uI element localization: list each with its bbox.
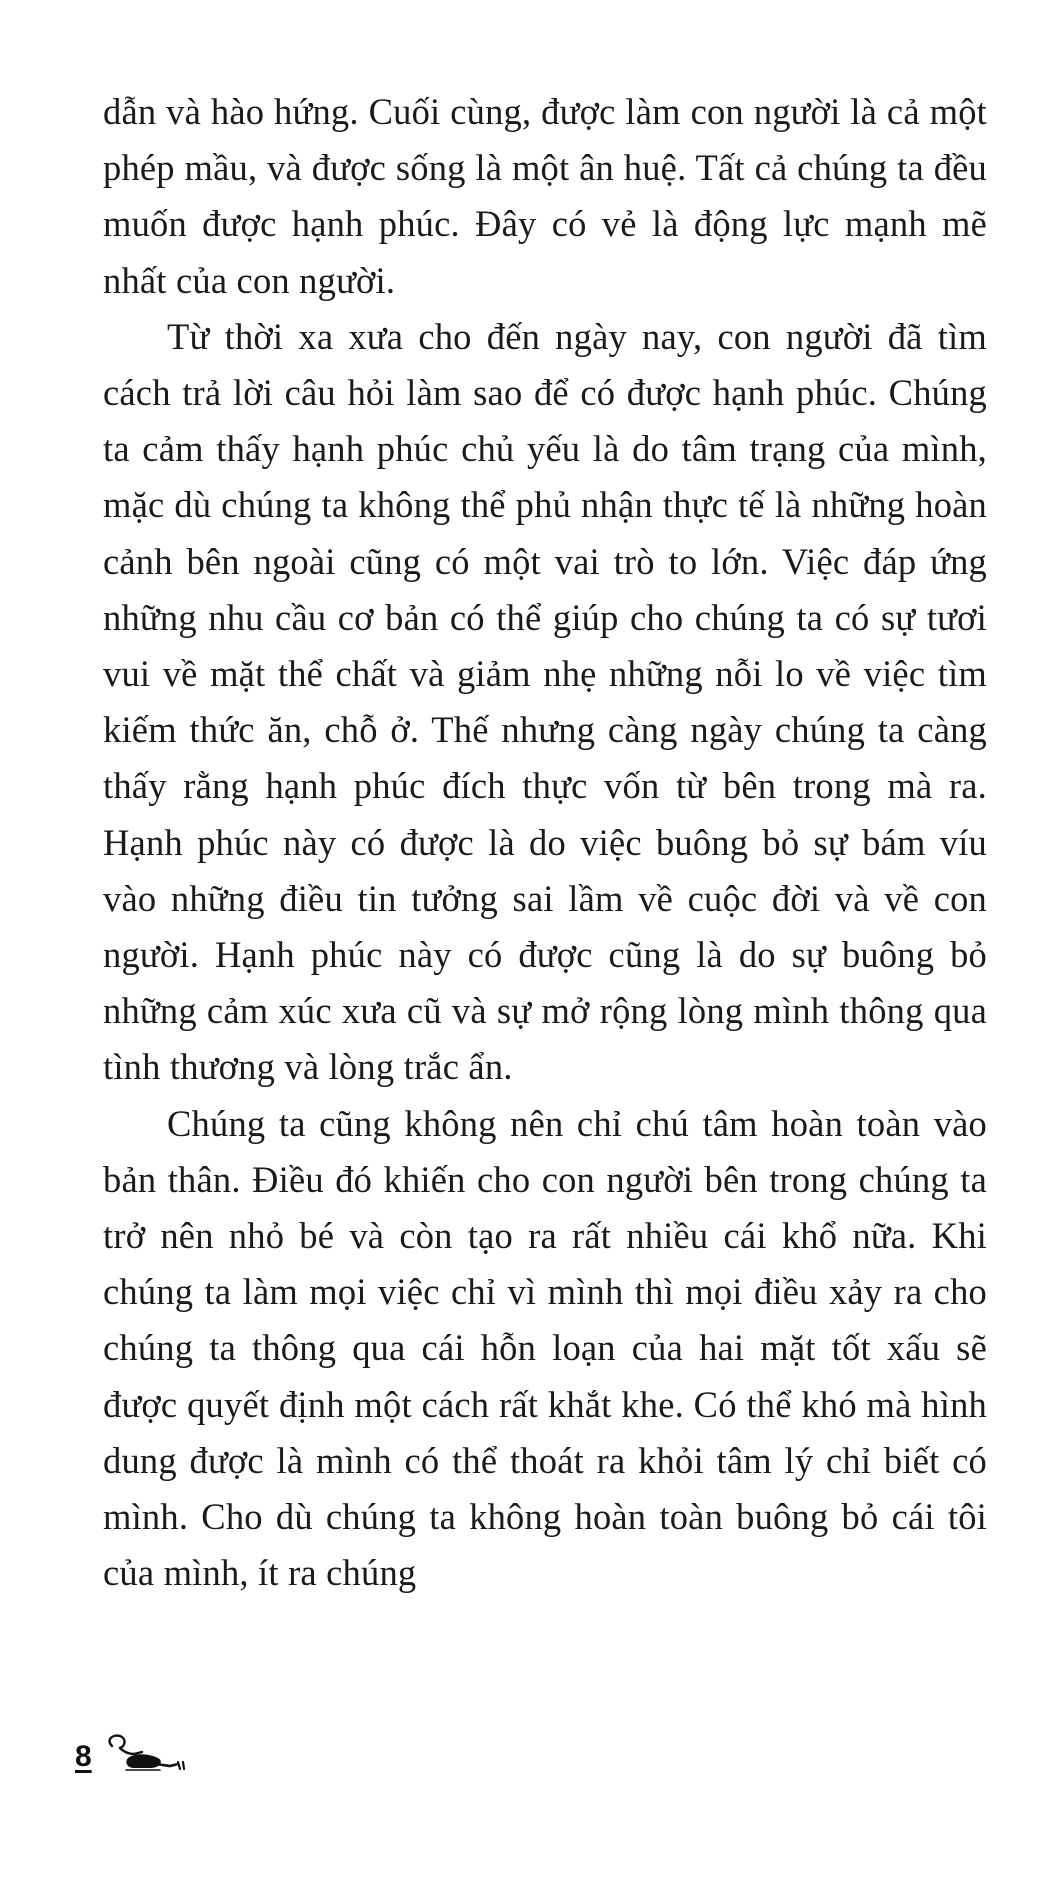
page-footer [75,1722,186,1772]
page-number: 8 [75,1740,92,1773]
body-text [103,84,987,1601]
paragraph-3: Chúng ta cũng không nên chỉ chú tâm hoàn toàn vào bản thân. Điều đó khiến cho con người bên trong chúng ta trở nên nhỏ bé và còn tạo ra rất nhiều cái khổ nữa. Khi chúng ta làm mọi việc chỉ vì mình thì mọi điều xảy ra cho chúng ta thông qua cái hỗn loạn của hai mặt tốt xấu sẽ được quyết định một cách rất khắt khe. Có thể khó mà hình dung được là mình có thể thoát ra khỏi tâm lý chỉ biết có mình. Cho dù chúng ta không hoàn toàn buông bỏ cái tôi của mình, ít ra chúng [103,1102,987,1594]
paragraph-1: dẫn và hào hứng. Cuối cùng, được làm con người là cả một phép mầu, và được sống là một ân huệ. Tất cả chúng ta đều muốn được hạnh phúc. Đây có vẻ là động lực mạnh mẽ nhất của con người. [103,91,987,301]
reclining-figure-icon [98,1728,186,1772]
paragraph-2: Từ thời xa xưa cho đến ngày nay, con người đã tìm cách trả lời câu hỏi làm sao để có được hạnh phúc. Chúng ta cảm thấy hạnh phúc chủ yếu là do tâm trạng của mình, mặc dù chúng ta không thể phủ nhận thực tế là những hoàn cảnh bên ngoài cũng có một vai trò to lớn. Việc đáp ứng những nhu cầu cơ bản có thể giúp cho chúng ta có sự tươi vui về mặt thể chất và giảm nhẹ những nỗi lo về việc tìm kiếm thức ăn, chỗ ở. Thế nhưng càng ngày chúng ta càng thấy rằng hạnh phúc đích thực vốn từ bên trong mà ra. Hạnh phúc này có được là do việc buông bỏ sự bám víu vào những điều tin tưởng sai lầm về cuộc đời và về con người. Hạnh phúc này có được cũng là do sự buông bỏ những cảm xúc xưa cũ và sự mở rộng lòng mình thông qua tình thương và lòng trắc ẩn. [103,315,987,1088]
